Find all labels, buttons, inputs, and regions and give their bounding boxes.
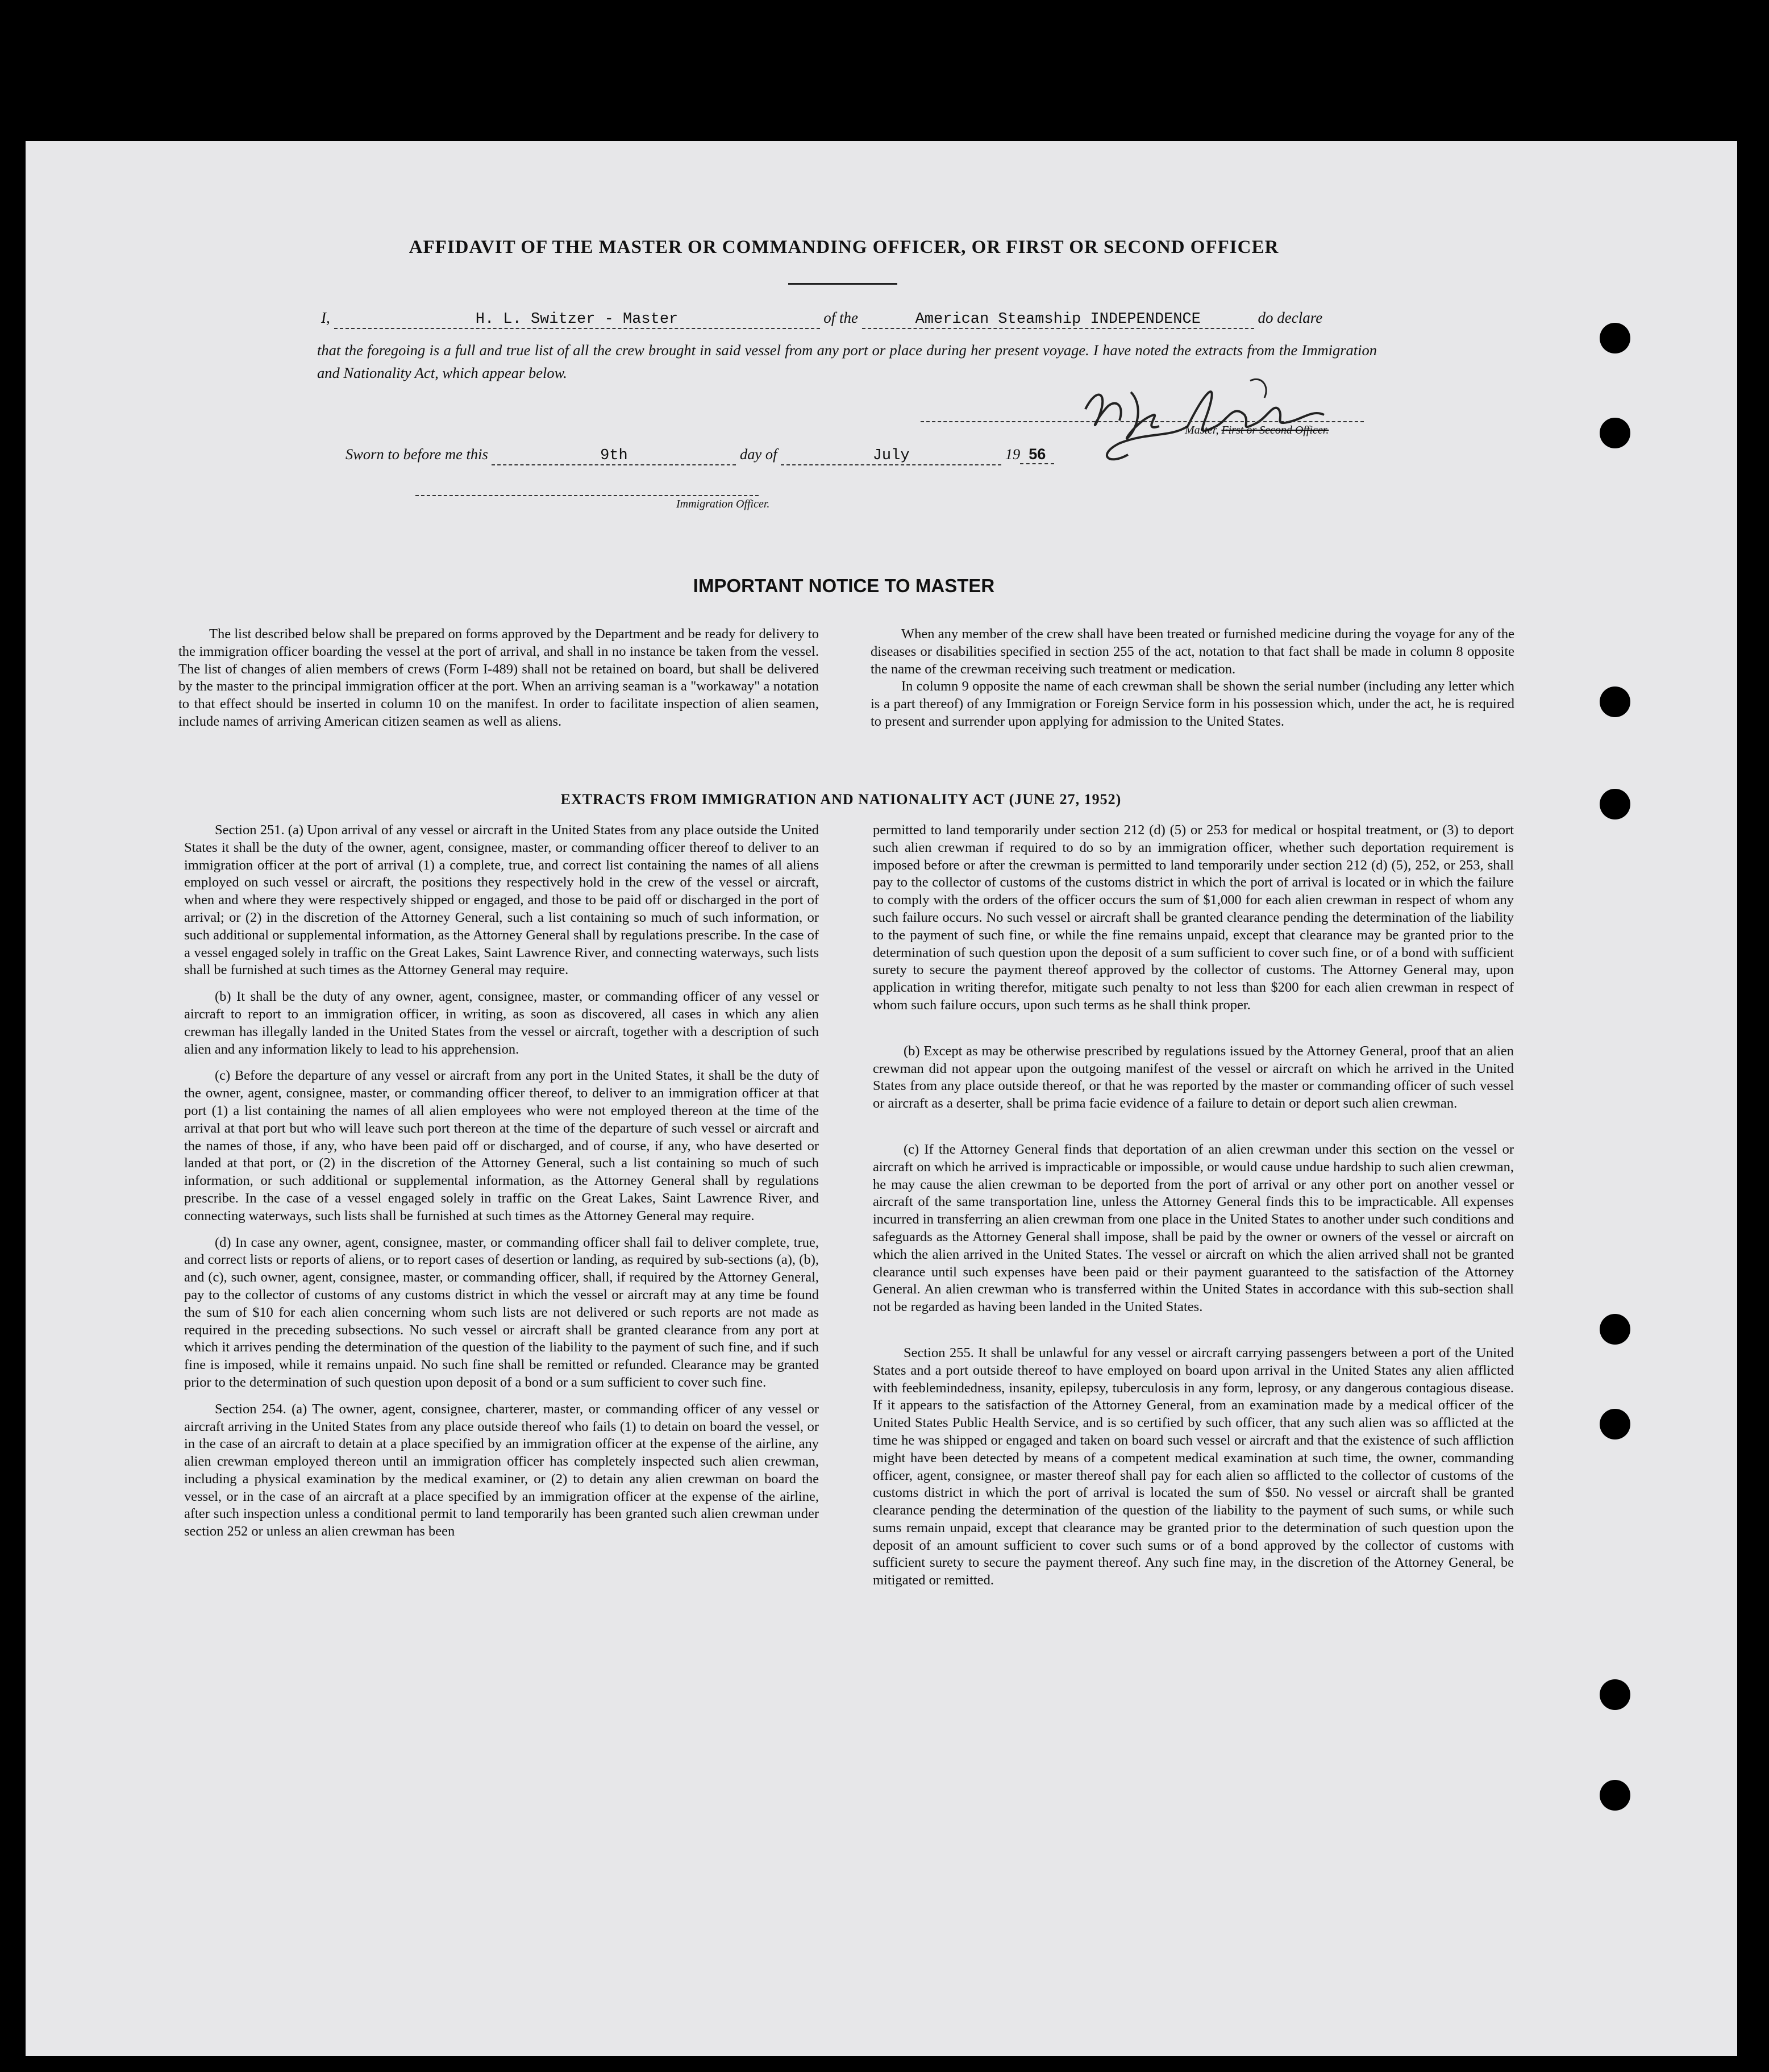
signature-line: [921, 421, 1364, 422]
section-251d: (d) In case any owner, agent, consignee, master, or commanding officer shall fail to deliver complete, true, and correct lists or reports of aliens, or to report cases of desertion or landing, as required by sub-sections (a), (b), and (c), such owner, agent, consignee, master, or commanding officer, shall, if required by the Attorney General, pay to the collector of customs of any customs district in which the vessel or aircraft may at any time be found the sum of $10 for each alien concerning whom such lists are not delivered or such reports are not made as required in the preceding subsections. No such vessel or aircraft shall be granted clearance from any port at which it arrives pending the determination of the question of the liability to the payment of such fine, and if such fine is imposed, while it remains unpaid. No such fine shall be remitted or refunded. Clearance may be granted prior to the determination of such question upon deposit of a bond or a sum sufficient to cover such fine.: [184, 1234, 819, 1390]
section-251b: (b) It shall be the duty of any owner, agent, consignee, master, or commanding officer of any vessel or aircraft to report to an immigration officer, in writing, as soon as discovered, all cases in which any alien crewman has illegally landed in the United States from the vessel or aircraft, together with a description of such alien and any information likely to lead to his apprehension.: [184, 989, 819, 1057]
notice-paragraph: The list described below shall be prepared on forms approved by the Department and be ready for delivery to the immigration officer boarding the vessel at the port of arrival, and shall in no instance be taken from the vessel. The list of changes of alien members of crews (Form I-489) shall not be retained on board, but shall be delivered by the master to the principal immigration officer at the port. When an arriving seaman is a "workaway" a notation to that effect should be inserted in column 10 on the manifest. In order to facilitate inspection of alien seamen, include names of arriving American citizen seamen as well as aliens.: [178, 626, 819, 729]
section-255: Section 255. It shall be unlawful for any vessel or aircraft carrying passengers between a port of the United States and a port outside thereof to have employed on board upon arrival in the United States any alien afflicted with feeblemindedness, insanity, epilepsy, tuberculosis in any form, leprosy, or any dangerous contagious disease. If it appears to the satisfaction of the Attorney General, from an examination made by a medical officer of the United States Public Health Service, and is so certified by such officer, that any such alien was so afflicted at the time he was shipped or engaged and taken on board such vessel or aircraft and that the existence of such affliction might have been detected by means of a competent medical examination at such time, the owner, commanding officer, agent, consignee, or master thereof shall pay for each alien so afflicted to the collector of customs of the customs district in which the port of arrival is located the sum of $50. No vessel or aircraft shall be granted clearance pending the determination of the question of the liability to the payment of such sums, or while such sums remain unpaid, except that clearance may be granted prior to the determination of such question upon the deposit of an amount sufficient to cover such sums or of a bond approved by the collector of customs with sufficient surety to secure the payment thereof. Any such fine may, in the discretion of the Attorney General, be mitigated or remitted.: [873, 1345, 1514, 1588]
month-field[interactable]: July: [781, 447, 1001, 465]
punch-hole: [1600, 1679, 1630, 1710]
year-field[interactable]: 56: [1020, 446, 1054, 464]
vessel-name-field[interactable]: American Steamship INDEPENDENCE: [862, 311, 1254, 329]
punch-hole: [1600, 1314, 1630, 1345]
extracts-right-column: [873, 822, 1514, 1590]
sworn-line: [346, 446, 1054, 465]
declarant-line: [321, 309, 1322, 329]
punch-hole: [1600, 1409, 1630, 1439]
section-254b: (b) Except as may be otherwise prescribed by regulations issued by the Attorney General, proof that an alien crewman did not appear upon the outgoing manifest of the vessel or aircraft on which he arrived in the United States from any place outside thereof, or that he was reported by the master or commanding officer of such vessel or aircraft as a deserter, shall be prima facie evidence of a failure to detain or deport such alien crewman.: [873, 1043, 1514, 1112]
extracts-left-column: [184, 822, 819, 1541]
notice-right-column: [871, 626, 1514, 731]
notice-paragraph: When any member of the crew shall have been treated or furnished medicine during the voyage for any of the diseases or disabilities specified in section 255 of the act, notation to that fact shall be made in column 8 opposite the name of the crewman receiving such treatment or medication.: [871, 626, 1514, 677]
punch-hole: [1600, 323, 1630, 353]
section-254a-continued: permitted to land temporarily under section 212 (d) (5) or 253 for medical or hospital treatment, or (3) to deport such alien crewman if required to do so by an immigration officer, whether such deportation requirement is imposed before or after the crewman is permitted to land temporarily under section 212 (d) (5), 252, or 253, shall pay to the collector of customs of the customs district in which the port of arrival is located or in which the failure to comply with the orders of the officer occurs the sum of $1,000 for each alien crewman in respect of whom any such failure occurs. No such vessel or aircraft shall be granted clearance pending the determination of the liability to the payment of such fine, or while the fine remains unpaid, except that clearance may be granted prior to the determination of such question upon the deposit of a sum sufficient to cover such fine, or of a bond with sufficient surety to secure the payment thereof approved by the collector of customs. The Attorney General may, upon application in writing therefor, mitigate such penalty to not less than $200 for each alien crewman in respect of whom such failure occurs, upon such terms as he shall think proper.: [873, 822, 1514, 1013]
punch-hole: [1600, 1780, 1630, 1811]
signature-caption: Master, First or Second Officer.: [1185, 424, 1329, 436]
i-label: I,: [321, 309, 330, 326]
notice-paragraph: In column 9 opposite the name of each crewman shall be shown the serial number (including any letter which is a part thereof) of any Immigration or Foreign Service form in his possession which, under the act, he is required to present and surrender upon applying for admission to the United States.: [871, 679, 1514, 729]
master-name-field[interactable]: H. L. Switzer - Master: [334, 311, 820, 329]
immigration-officer-caption: Immigration Officer.: [676, 498, 770, 510]
sworn-label: Sworn to before me this: [346, 446, 488, 463]
master-signature: [1074, 369, 1370, 466]
do-declare-label: do declare: [1258, 309, 1323, 326]
section-251c: (c) Before the departure of any vessel or aircraft from any port in the United States, it shall be the duty of the owner, agent, consignee, master, or commanding officer thereof, to deliver to an immigration officer at that port (1) a list containing the names of all alien employees who were not employed thereon at the time of the arrival at that port but who will leave such port thereon at the time of the departure of such vessel or aircraft and the names of those, if any, who have been paid off or discharged, and of course, if any, who have deserted or landed at that port, or (2) in the discretion of the Attorney General, such a list containing so much of such information, or such additional or supplemental information, as the Attorney General shall by regulations prescribe. In the case of a vessel engaged solely in traffic on the Great Lakes, Saint Lawrence River, and connecting waterways, such lists shall be furnished at such times as the Attorney General may require.: [184, 1068, 819, 1224]
immigration-officer-line: [415, 495, 759, 496]
day-of-label: day of: [740, 446, 777, 463]
title-divider: [788, 283, 897, 285]
section-254c: (c) If the Attorney General finds that deportation of an alien crewman under this section on the vessel or aircraft on which he arrived is impracticable or impossible, or would cause undue hardship to such alien crewman, he may cause the alien crewman to be deported from the port of arrival or any other port on another vessel or aircraft of the same transportation line, unless the Attorney General finds this to be impracticable. All expenses incurred in transferring an alien crewman from one place in the United States to another under such conditions and safeguards as the Attorney General shall impose, shall be paid by the owner or owners of the vessel or aircraft on which the alien arrived in the United States. The vessel or aircraft on which the alien arrived shall not be granted clearance until such expenses have been paid or their payment guaranteed to the satisfaction of the Attorney General. An alien crewman who is transferred within the United States in accordance with this sub-section shall not be regarded as having been landed in the United States.: [873, 1141, 1514, 1315]
extracts-title: EXTRACTS FROM IMMIGRATION AND NATIONALITY ACT (JUNE 27, 1952): [560, 791, 1122, 808]
section-254a: Section 254. (a) The owner, agent, consignee, charterer, master, or commanding officer of any vessel or aircraft arriving in the United States from any place outside thereof who fails (1) to detain on board the vessel, or in the case of an aircraft to detain at a place specified by an immigration officer at the expense of the airline, any alien crewman employed thereon until an immigration officer has completely inspected such alien crewman, including a physical examination by the medical examiner, or (2) to detain any alien crewman on board the vessel, or in the case of an aircraft at a place specified by an immigration officer at the expense of the airline, after such inspection unless a conditional permit to land temporarily has been granted such alien crewman under section 252 or unless an alien crewman has been: [184, 1401, 819, 1540]
of-the-label: of the: [823, 309, 858, 326]
punch-hole: [1600, 686, 1630, 717]
section-251a: Section 251. (a) Upon arrival of any vessel or aircraft in the United States from any place outside the United States it shall be the duty of the owner, agent, consignee, master, or commanding officer thereof to deliver to an immigration officer at the port of arrival (1) a complete, true, and correct list containing the names of all aliens employed on such vessel or aircraft, the positions they respectively hold in the crew of the vessel or aircraft, when and where they were respectively shipped or engaged, and those to be paid off or discharged in the port of arrival; or (2) in the discretion of the Attorney General, such a list containing so much of such information, or such additional or supplemental information, as the Attorney General shall by regulations prescribe. In the case of a vessel engaged solely in traffic on the Great Lakes, Saint Lawrence River, and connecting waterways, such lists shall be furnished at such times as the Attorney General may require.: [184, 822, 819, 978]
punch-hole: [1600, 418, 1630, 448]
declaration-text: that the foregoing is a full and true list of all the crew brought in said vessel from any port or place during her present voyage. I have noted the extracts from the Immigration and Nationality Act, which appear below.: [317, 342, 1377, 381]
notice-title: IMPORTANT NOTICE TO MASTER: [693, 575, 995, 596]
day-field[interactable]: 9th: [492, 447, 736, 465]
year-prefix: 19: [1005, 446, 1021, 463]
notice-left-column: [178, 626, 819, 731]
affidavit-title: AFFIDAVIT OF THE MASTER OR COMMANDING OFFICER, OR FIRST OR SECOND OFFICER: [409, 237, 1279, 257]
